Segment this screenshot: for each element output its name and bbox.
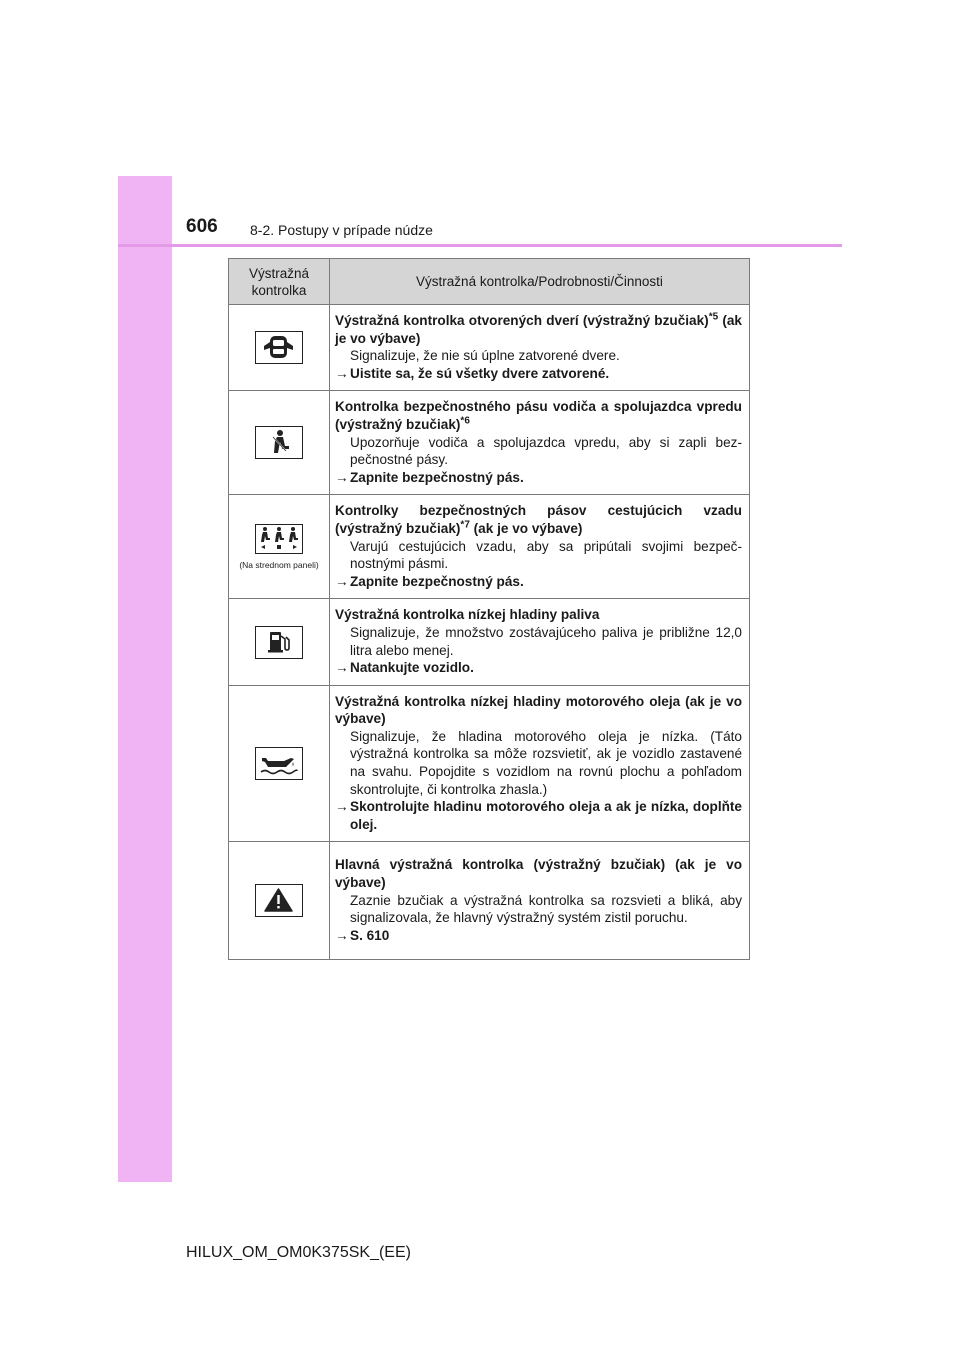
warning-lights-table	[228, 258, 750, 960]
master-warning-icon	[255, 884, 303, 917]
icon-cell	[229, 599, 330, 685]
page-number: 606	[186, 216, 218, 237]
row-title: Výstražná kontrolka nízkej hladiny motorového oleja (ak je vo výbave)	[335, 693, 742, 727]
table-header-row	[229, 259, 750, 305]
icon-cell	[229, 391, 330, 495]
document-code: HILUX_OM_OM0K375SK_(EE)	[186, 1244, 411, 1261]
icon-cell	[229, 685, 330, 842]
row-description: Signalizuje, že hladina motorového oleja je nízka. (Táto výstražná kontrolka sa môže rozsvietiť, ak je vozidlo zastavené na svahu. Popojdite s vozidlom na rovnú plochu a pohľadom skontrolujte, či kontrolka zhasla.)	[350, 728, 742, 797]
detail-cell	[330, 842, 750, 960]
row-action: →Zapnite bezpečnostný pás.	[335, 469, 524, 485]
table-row	[229, 842, 750, 960]
row-action: →Uistite sa, že sú všetky dvere zatvorené.	[335, 365, 610, 381]
row-description: Zaznie bzučiak a výstražná kontrolka sa rozsvieti a bliká, aby signalizovala, že hlavný výstražný systém zistil poruchu.	[350, 892, 742, 926]
row-title: Hlavná výstražná kontrolka (výstražný bzučiak) (ak je vo výbave)	[335, 857, 742, 891]
seatbelt-icon	[255, 426, 303, 459]
row-action: →S. 610	[335, 927, 390, 943]
row-title: Kontrolky bezpečnostných pásov cestujúcich vzadu (výstražný bzučiak)$^{*7}$ (ak je vo výbave)	[335, 503, 742, 536]
row-action: →Zapnite bezpečnostný pás.	[335, 573, 524, 589]
row-description: Signalizuje, že množstvo zostávajúceho paliva je približne 12,0 litra alebo menej.	[350, 624, 742, 658]
row-title: Výstražná kontrolka nízkej hladiny paliva	[335, 607, 600, 623]
header-rule	[118, 244, 842, 247]
row-title: Výstražná kontrolka otvorených dverí (výstražný bzučiak)$^{*5}$ (ak je vo výbave)	[335, 311, 742, 346]
door-open-icon	[255, 331, 303, 364]
row-title: Kontrolka bezpečnostného pásu vodiča a spolujazdca vpredu (výstražný bzučiak)$^{*6}$	[335, 399, 742, 432]
detail-cell	[330, 305, 750, 391]
detail-cell	[330, 495, 750, 599]
detail-cell	[330, 391, 750, 495]
icon-cell	[229, 495, 330, 599]
table-row	[229, 391, 750, 495]
section-title: 8-2. Postupy v prípade núdze	[250, 222, 433, 238]
table-row	[229, 685, 750, 842]
row-description: Varujú cestujúcich vzadu, aby sa pripútali svojimi bezpečnostnými pásmi.	[350, 538, 742, 572]
icon-cell	[229, 305, 330, 391]
table-row	[229, 305, 750, 391]
detail-cell	[330, 599, 750, 685]
col-header-icon: Výstražná kontrolka	[229, 259, 330, 305]
row-description: Upozorňuje vodiča a spolujazdca vpredu, aby si zapli bezpečnostné pásy.	[350, 434, 742, 468]
table-row	[229, 599, 750, 685]
col-header-details: Výstražná kontrolka/Podrobnosti/Činnosti	[330, 259, 750, 305]
oil-level-icon	[255, 747, 303, 780]
side-tab-band	[118, 176, 172, 1182]
icon-caption: (Na strednom paneli)	[239, 559, 319, 570]
icon-cell	[229, 842, 330, 960]
table-row	[229, 495, 750, 599]
detail-cell	[330, 685, 750, 842]
fuel-pump-icon	[255, 626, 303, 659]
row-action: →Natankujte vozidlo.	[335, 660, 474, 676]
row-description: Signalizuje, že nie sú úplne zatvorené dvere.	[350, 348, 620, 364]
row-action: →Skontrolujte hladinu motorového oleja a ak je nízka, doplňte olej.	[335, 799, 742, 832]
rear-seatbelt-icon	[255, 524, 303, 554]
